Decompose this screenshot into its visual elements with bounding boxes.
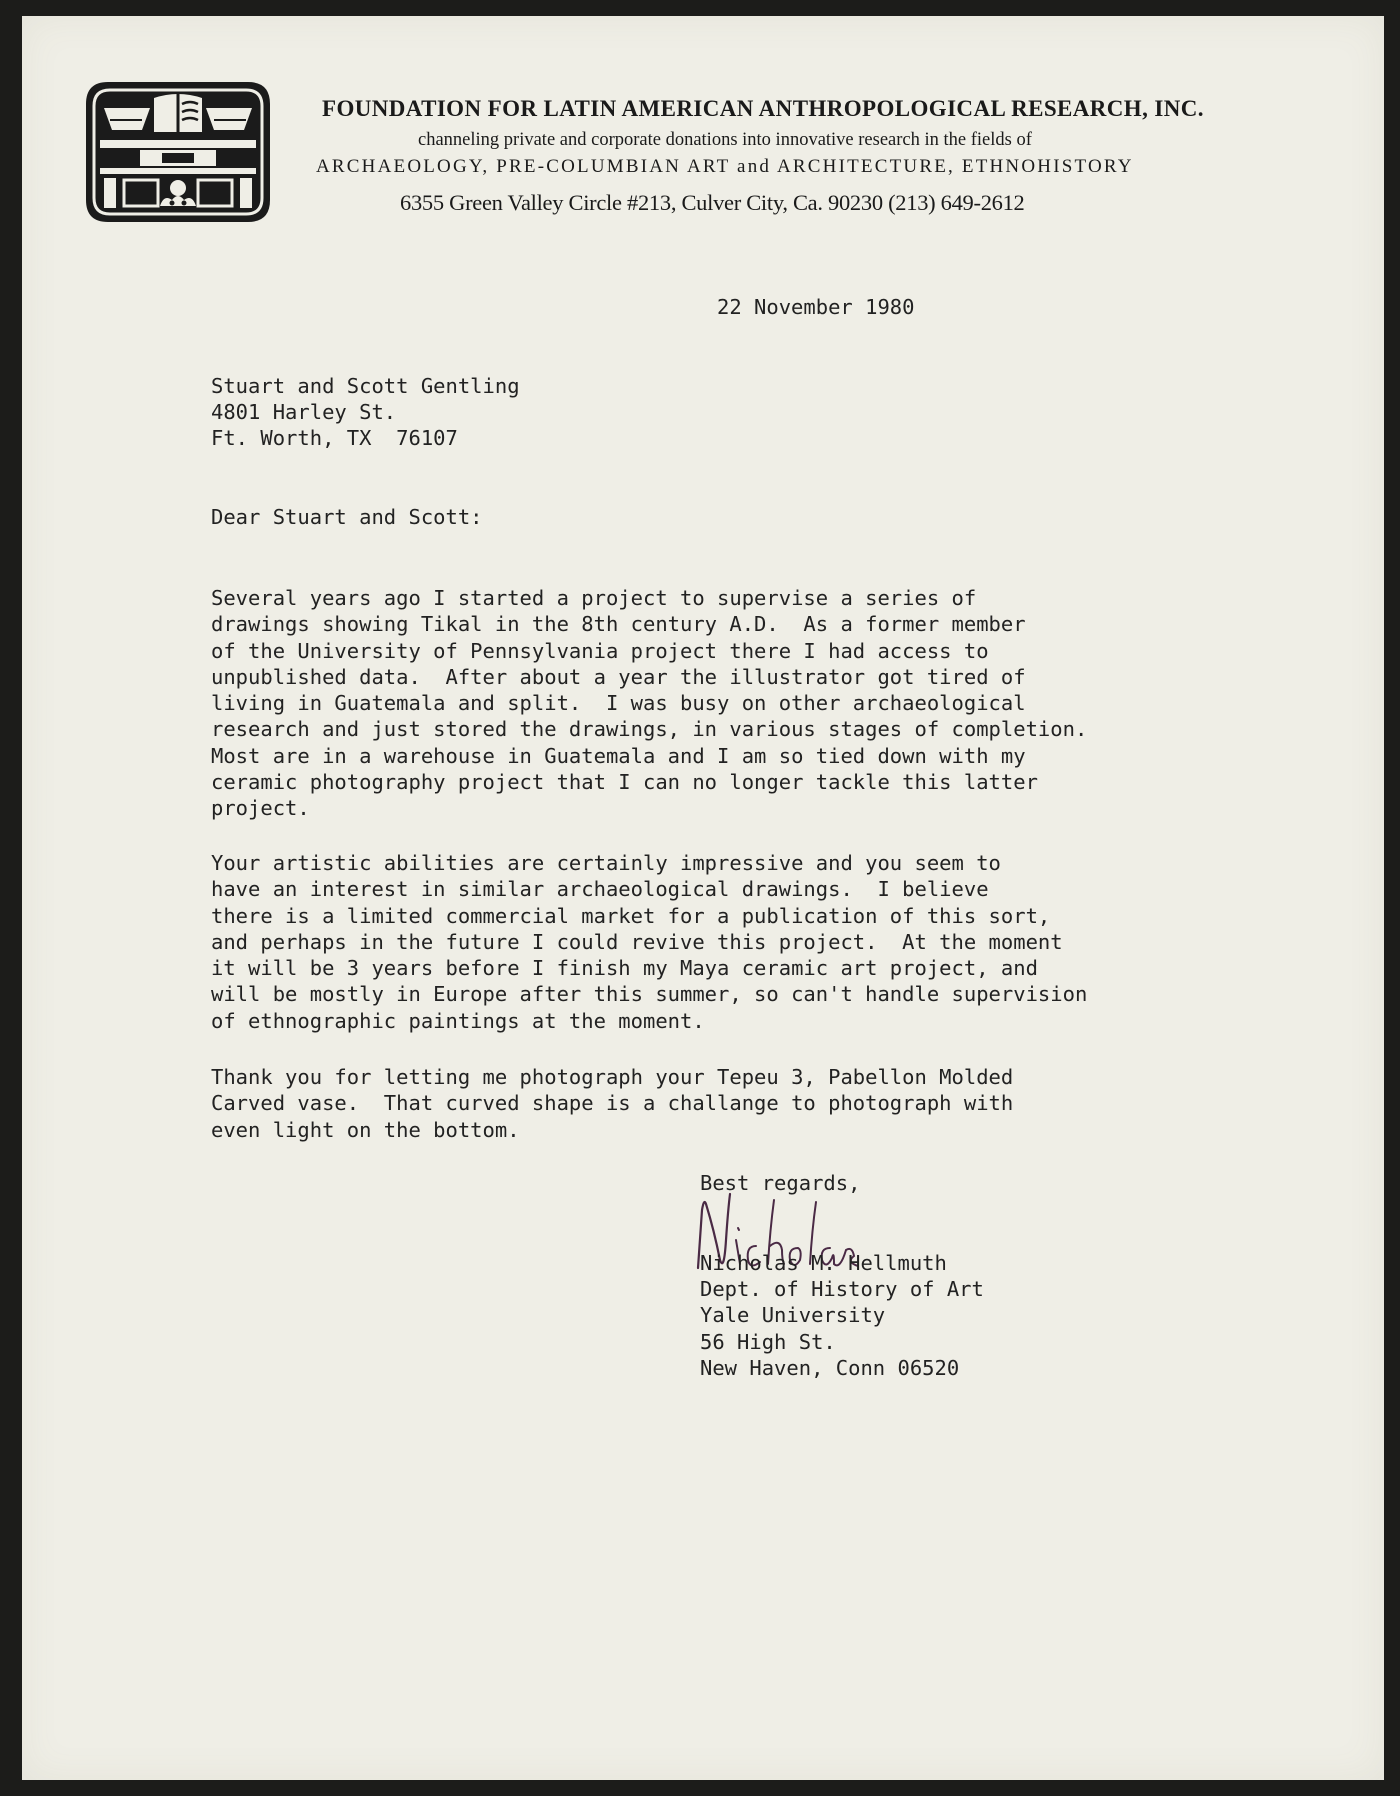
- body-paragraph-1: Several years ago I started a project to supervise a series of drawings showing Tikal in the 8th century A.D. As a former member of the University of Pennsylvania project there I had access to unpublished data. After about a year the illustrator got tired of living in Guatemala and split. I was busy on other archaeological research and just stored the drawings, in various stages of completion. Most are in a warehouse in Guatemala and I am so tied down with my ceramic photography project that I can no longer tackle this latter project.: [211, 586, 1088, 821]
- recipient-address: [211, 373, 520, 451]
- signer-institution: Yale University: [700, 1303, 886, 1328]
- signature-block: [700, 1250, 984, 1381]
- foundation-name: FOUNDATION FOR LATIN AMERICAN ANTHROPOLOGICAL RESEARCH, INC.: [322, 96, 1204, 121]
- signer-city: New Haven, Conn 06520: [700, 1355, 960, 1380]
- salutation: Dear Stuart and Scott:: [211, 505, 483, 529]
- closing: Best regards,: [700, 1171, 861, 1195]
- recipient-city: Ft. Worth, TX 76107: [211, 426, 458, 450]
- recipient-name: Stuart and Scott Gentling: [211, 374, 520, 398]
- body-paragraph-3: Thank you for letting me photograph your Tepeu 3, Pabellon Molded Carved vase. That curved shape is a challange to photograph with even light on the bottom.: [211, 1065, 1014, 1142]
- foundation-fields: ARCHAEOLOGY, PRE-COLUMBIAN ART and ARCHITECTURE, ETHNOHISTORY: [316, 156, 1134, 177]
- foundation-address: 6355 Green Valley Circle #213, Culver City, Ca. 90230 (213) 649-2612: [400, 190, 1025, 215]
- signer-name: Nicholas M. Hellmuth: [700, 1251, 947, 1275]
- foundation-logo: [80, 76, 276, 228]
- foundation-mission: channeling private and corporate donations into innovative research in the fields of: [418, 130, 1032, 150]
- body-paragraph-2: Your artistic abilities are certainly impressive and you seem to have an interest in similar archaeological drawings. I believe there is a limited commercial market for a publication of this sort, and perhaps in the future I could revive this project. At the moment it will be 3 years before I finish my Maya ceramic art project, and will be mostly in Europe after this summer, so can't handle supervision of ethnographic paintings at the moment.: [211, 851, 1088, 1033]
- signer-department: Dept. of History of Art: [700, 1277, 984, 1302]
- signer-street: 56 High St.: [700, 1329, 836, 1354]
- recipient-street: 4801 Harley St.: [211, 400, 397, 424]
- letter-date: 22 November 1980: [717, 295, 915, 319]
